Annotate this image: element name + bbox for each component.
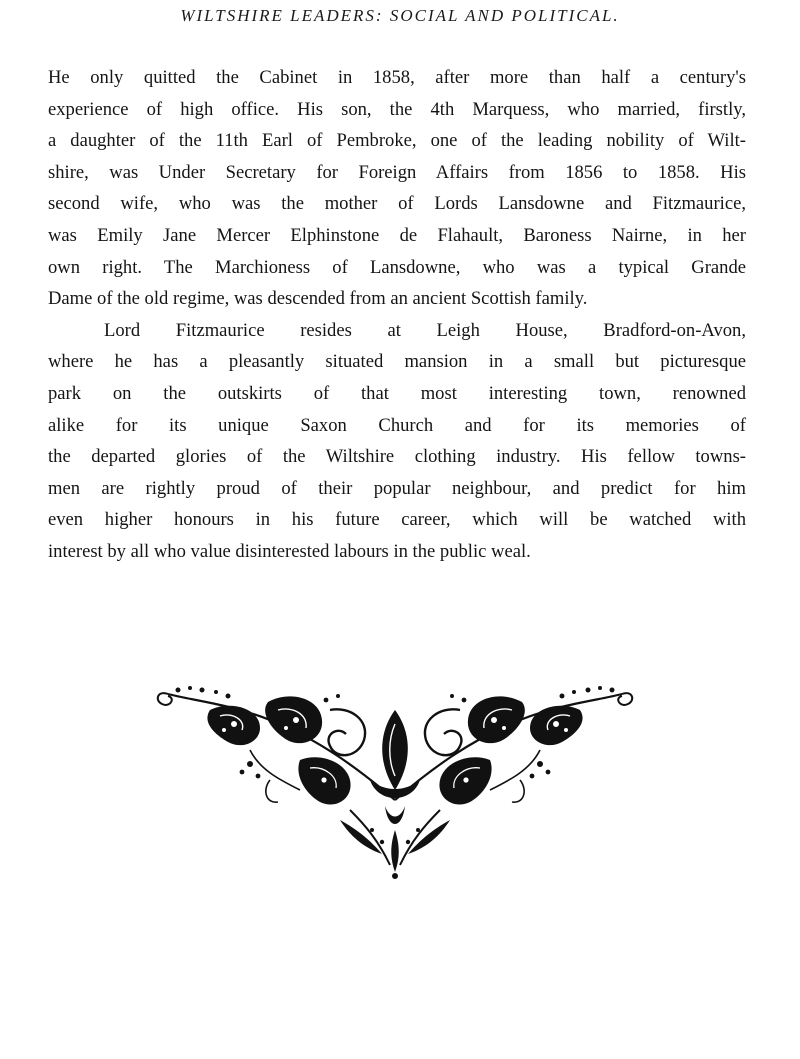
text-line: park on the outskirts of that most interesting town, renowned — [48, 382, 746, 404]
text-line: experience of high office. His son, the 4th Marquess, who married, firstly, — [48, 98, 746, 120]
text-line: alike for its unique Saxon Church and for its memories of — [48, 414, 746, 436]
paragraph-1 — [48, 62, 746, 315]
text-line: men are rightly proud of their popular neighbour, and predict for him — [48, 477, 746, 499]
text-line: a daughter of the 11th Earl of Pembroke, one of the leading nobility of Wilt- — [48, 130, 746, 152]
body-text — [48, 62, 746, 568]
text-line: was Emily Jane Mercer Elphinstone de Flahault, Baroness Nairne, in her — [48, 224, 746, 246]
text-line: interest by all who value disinterested labours in the public weal. — [48, 540, 531, 562]
text-line: second wife, who was the mother of Lords Lansdowne and Fitzmaurice, — [48, 193, 746, 215]
running-head: WILTSHIRE LEADERS: SOCIAL AND POLITICAL. — [180, 6, 620, 25]
floral-tailpiece-icon — [150, 680, 640, 880]
text-line: the departed glories of the Wiltshire clothing industry. His fellow towns- — [48, 446, 746, 468]
text-line: where he has a pleasantly situated mansion in a small but picturesque — [48, 351, 746, 373]
text-line: own right. The Marchioness of Lansdowne, who was a typical Grande — [48, 256, 746, 278]
text-line: Lord Fitzmaurice resides at Leigh House, Bradford-on-Avon, — [104, 319, 746, 341]
text-line: shire, was Under Secretary for Foreign Affairs from 1856 to 1858. His — [48, 161, 746, 183]
text-line: Dame of the old regime, was descended from an ancient Scottish family. — [48, 288, 588, 310]
text-line: even higher honours in his future career, which will be watched with — [48, 509, 746, 531]
paragraph-2 — [48, 315, 746, 568]
text-line: He only quitted the Cabinet in 1858, after more than half a century's — [48, 67, 746, 88]
